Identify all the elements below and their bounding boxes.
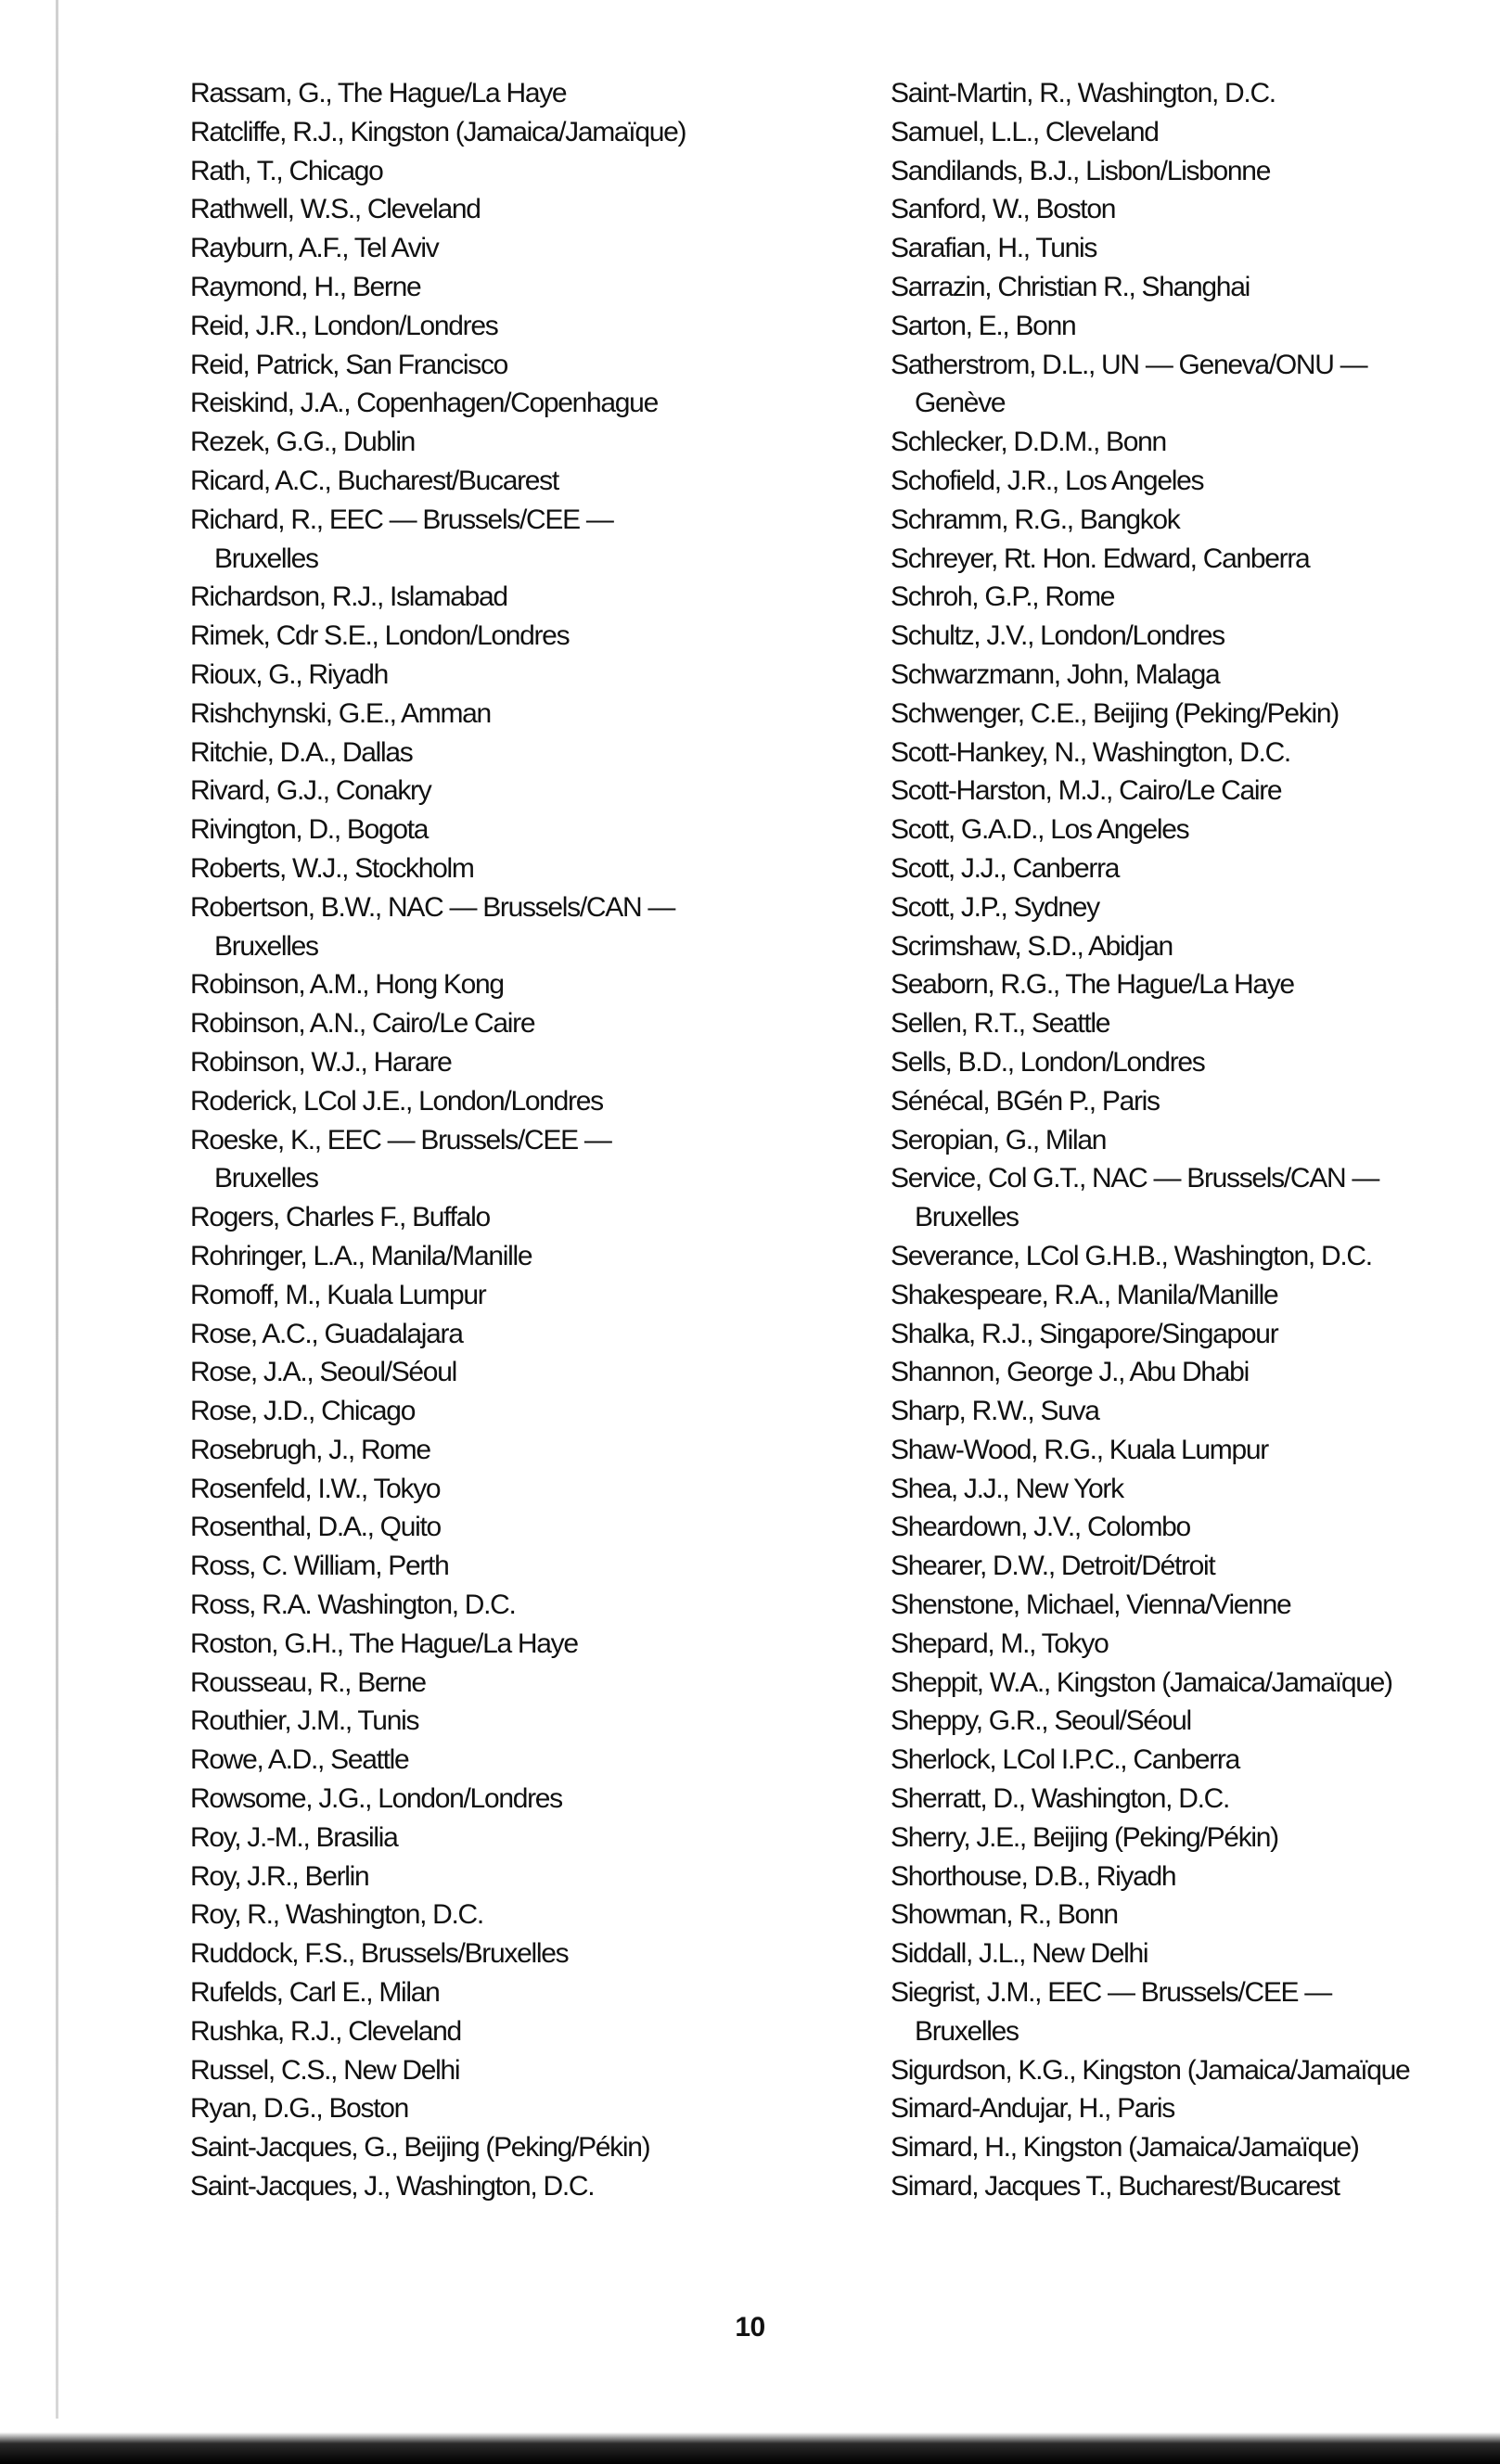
directory-entry: Scott-Hankey, N., Washington, D.C. [891,736,1290,768]
directory-entry: Roberts, W.J., Stockholm [190,852,474,884]
directory-entry: Rosenfeld, I.W., Tokyo [190,1473,441,1504]
scan-left-edge [56,0,58,2464]
directory-entry: Rosebrugh, J., Rome [190,1434,430,1465]
directory-entry: Shepard, M., Tokyo [891,1628,1109,1659]
directory-entry: Saint-Martin, R., Washington, D.C. [891,78,1276,109]
directory-entry: Ratcliffe, R.J., Kingston (Jamaica/Jamaïque) [190,116,686,147]
directory-entry: Scott-Harston, M.J., Cairo/Le Caire [891,775,1282,807]
directory-entry: Robinson, W.J., Harare [190,1046,452,1078]
directory-entry: Schwenger, C.E., Beijing (Peking/Pekin) [891,697,1339,729]
directory-entry: Sandilands, B.J., Lisbon/Lisbonne [891,155,1271,186]
directory-entry: Rioux, G., Riyadh [190,658,388,690]
directory-entry: Richard, R., EEC — Brussels/CEE — Bruxelles [190,504,613,574]
directory-entry: Rayburn, A.F., Tel Aviv [190,233,439,264]
directory-entry: Routhier, J.M., Tunis [190,1705,419,1737]
directory-entry: Showman, R., Bonn [891,1899,1118,1931]
directory-entry: Sheppy, G.R., Seoul/Séoul [891,1705,1191,1737]
directory-entry: Schwarzmann, John, Malaga [891,658,1220,690]
directory-entry: Rose, J.D., Chicago [190,1396,416,1427]
directory-entry: Rowe, A.D., Seattle [190,1744,409,1776]
directory-entry: Rimek, Cdr S.E., London/Londres [190,620,570,652]
directory-entry: Rishchynski, G.E., Amman [190,697,491,729]
directory-entry: Satherstrom, D.L., UN — Geneva/ONU — Genève [891,349,1367,419]
directory-entry: Scrimshaw, S.D., Abidjan [891,930,1173,962]
directory-entry: Schofield, J.R., Los Angeles [891,465,1204,496]
directory-entry: Shearer, D.W., Detroit/Détroit [891,1551,1215,1582]
directory-entry: Shea, J.J., New York [891,1473,1123,1504]
directory-entry: Rufelds, Carl E., Milan [190,1977,440,2009]
directory-entry: Sanford, W., Boston [891,194,1116,225]
directory-entry: Robertson, B.W., NAC — Brussels/CAN — Bruxelles [190,891,675,962]
directory-entry: Sharp, R.W., Suva [891,1396,1099,1427]
directory-entry: Rezek, G.G., Dublin [190,427,416,458]
directory-entry: Severance, LCol G.H.B., Washington, D.C. [891,1240,1372,1271]
directory-entry: Schroh, G.P., Rome [891,581,1115,613]
directory-entry: Richardson, R.J., Islamabad [190,581,507,613]
directory-entry: Samuel, L.L., Cleveland [891,116,1159,147]
directory-entry: Russel, C.S., New Delhi [190,2054,460,2086]
right-column-list [891,74,1495,2206]
directory-entry: Sellen, R.T., Seattle [891,1008,1110,1040]
directory-entry: Sarton, E., Bonn [891,310,1076,341]
directory-entry: Sarafian, H., Tunis [891,233,1097,264]
directory-entry: Rivard, G.J., Conakry [190,775,431,807]
directory-entry: Ricard, A.C., Bucharest/Bucarest [190,465,558,496]
directory-entry: Ryan, D.G., Boston [190,2093,409,2125]
directory-entry: Rohringer, L.A., Manila/Manille [190,1240,532,1271]
scan-bottom-edge [0,2419,1500,2464]
directory-entry: Rogers, Charles F., Buffalo [190,1202,490,1233]
directory-entry: Shakespeare, R.A., Manila/Manille [891,1279,1278,1310]
directory-entry: Schultz, J.V., London/Londres [891,620,1224,652]
directory-entry: Rose, J.A., Seoul/Séoul [190,1357,456,1388]
directory-entry: Sherry, J.E., Beijing (Peking/Pékin) [891,1821,1278,1853]
directory-entry: Robinson, A.N., Cairo/Le Caire [190,1008,535,1040]
directory-entry: Scott, G.A.D., Los Angeles [891,814,1189,846]
directory-entry: Reid, J.R., London/Londres [190,310,498,341]
directory-entry: Rose, A.C., Guadalajara [190,1318,463,1349]
directory-entry: Ritchie, D.A., Dallas [190,736,413,768]
directory-entry: Roderick, LCol J.E., London/Londres [190,1085,603,1117]
directory-entry: Schramm, R.G., Bangkok [891,504,1180,535]
directory-entry: Roy, J.-M., Brasilia [190,1821,398,1853]
directory-entry: Scott, J.P., Sydney [891,891,1099,923]
directory-entry: Rushka, R.J., Cleveland [190,2015,461,2047]
directory-entry: Schlecker, D.D.M., Bonn [891,427,1166,458]
directory-entry: Robinson, A.M., Hong Kong [190,969,504,1001]
directory-entry: Shaw-Wood, R.G., Kuala Lumpur [891,1434,1268,1465]
directory-entry: Siddall, J.L., New Delhi [891,1938,1148,1970]
directory-entry: Rassam, G., The Hague/La Haye [190,78,567,109]
directory-entry: Rosenthal, D.A., Quito [190,1512,441,1543]
directory-entry: Scott, J.J., Canberra [891,852,1120,884]
directory-entry: Simard-Andujar, H., Paris [891,2093,1174,2125]
directory-entry: Rousseau, R., Berne [190,1666,426,1698]
directory-entry: Raymond, H., Berne [190,271,421,302]
directory-entry: Roeske, K., EEC — Brussels/CEE — Bruxelles [190,1124,611,1194]
directory-entry: Sherratt, D., Washington, D.C. [891,1783,1230,1815]
directory-entry: Saint-Jacques, G., Beijing (Peking/Pékin) [190,2132,650,2164]
directory-entry: Sénécal, BGén P., Paris [891,1085,1160,1117]
directory-entry: Simard, Jacques T., Bucharest/Bucarest [891,2171,1340,2202]
directory-entry: Shenstone, Michael, Vienna/Vienne [891,1589,1291,1621]
directory-entry: Sheppit, W.A., Kingston (Jamaica/Jamaïque) [891,1666,1392,1698]
page-number: 10 [735,2312,765,2343]
directory-entry: Schreyer, Rt. Hon. Edward, Canberra [891,543,1310,574]
directory-entry: Romoff, M., Kuala Lumpur [190,1279,486,1310]
directory-entry: Sherlock, LCol I.P.C., Canberra [891,1744,1240,1776]
directory-entry: Seaborn, R.G., The Hague/La Haye [891,969,1294,1001]
directory-entry: Shalka, R.J., Singapore/Singapour [891,1318,1278,1349]
left-column-list [190,74,830,2206]
directory-entry: Ross, R.A. Washington, D.C. [190,1589,516,1621]
directory-entry: Siegrist, J.M., EEC — Brussels/CEE — Bruxelles [891,1977,1331,2047]
directory-entry: Roy, R., Washington, D.C. [190,1899,483,1931]
directory-entry: Roy, J.R., Berlin [190,1860,369,1892]
directory-entry: Service, Col G.T., NAC — Brussels/CAN — Bruxelles [891,1163,1379,1233]
directory-entry: Rath, T., Chicago [190,155,383,186]
directory-entry: Rathwell, W.S., Cleveland [190,194,481,225]
directory-entry: Rivington, D., Bogota [190,814,429,846]
directory-entry: Sells, B.D., London/Londres [891,1046,1205,1078]
directory-entry: Saint-Jacques, J., Washington, D.C. [190,2171,595,2202]
directory-entry: Sarrazin, Christian R., Shanghai [891,271,1250,302]
directory-entry: Simard, H., Kingston (Jamaica/Jamaïque) [891,2132,1359,2164]
directory-entry: Shannon, George J., Abu Dhabi [891,1357,1249,1388]
directory-entry: Shorthouse, D.B., Riyadh [891,1860,1176,1892]
directory-entry: Ruddock, F.S., Brussels/Bruxelles [190,1938,569,1970]
directory-entry: Rowsome, J.G., London/Londres [190,1783,562,1815]
directory-entry: Seropian, G., Milan [891,1124,1107,1155]
directory-entry: Roston, G.H., The Hague/La Haye [190,1628,578,1659]
directory-entry: Sheardown, J.V., Colombo [891,1512,1190,1543]
directory-entry: Reiskind, J.A., Copenhagen/Copenhague [190,388,658,419]
directory-entry: Reid, Patrick, San Francisco [190,349,508,380]
directory-entry: Ross, C. William, Perth [190,1551,449,1582]
directory-entry: Sigurdson, K.G., Kingston (Jamaica/Jamaïque [891,2054,1410,2086]
